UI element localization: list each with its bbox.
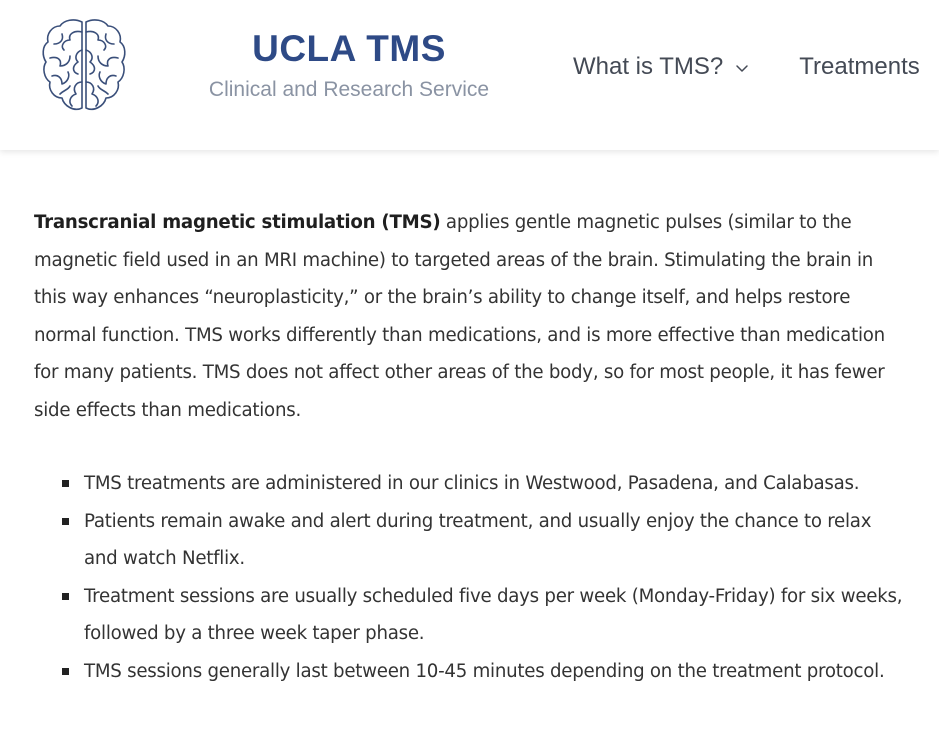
main-content xyxy=(34,204,904,690)
intro-bold-term: Transcranial magnetic stimulation (TMS) xyxy=(34,212,441,233)
list-item-text: TMS treatments are administered in our clinics in Westwood, Pasadena, and Calabasas. xyxy=(84,473,860,494)
site-brand[interactable] xyxy=(190,26,508,104)
square-bullet-icon xyxy=(62,668,69,675)
list-item-text: TMS sessions generally last between 10-45 minutes depending on the treatment protocol. xyxy=(84,660,885,682)
intro-paragraph xyxy=(34,204,904,429)
list-item xyxy=(34,653,904,691)
site-subtitle: Clinical and Research Service xyxy=(208,78,490,101)
site-header xyxy=(0,0,939,150)
list-item-text: Treatment sessions are usually scheduled five days per week (Monday-Friday) for six weeks, followed by a three week taper phase. xyxy=(84,585,903,644)
main-nav xyxy=(573,49,920,85)
square-bullet-icon xyxy=(62,480,69,487)
intro-text: applies gentle magnetic pulses (similar to the magnetic field used in an MRI machine) to targeted areas of the brain. Stimulating the brain in this way enhances “neuroplasticity,” or the brain’s ability to change itself, and helps restore normal function. TMS works differently than medications, and is more effective than medication for many patients. TMS does not affect other areas of the body, so for most people, it has fewer side effects than medications. xyxy=(34,212,885,421)
info-bullet-list xyxy=(34,465,904,690)
brain-icon[interactable] xyxy=(40,16,128,116)
list-item xyxy=(34,465,904,503)
list-item xyxy=(34,578,904,653)
square-bullet-icon xyxy=(62,518,69,525)
nav-item-label[interactable]: Treatments xyxy=(799,53,920,80)
square-bullet-icon xyxy=(62,593,69,600)
nav-item-label[interactable]: What is TMS? xyxy=(573,53,724,80)
list-item xyxy=(34,503,904,578)
site-title[interactable]: UCLA TMS xyxy=(252,28,446,69)
nav-item-treatments[interactable] xyxy=(799,53,919,81)
chevron-down-icon[interactable] xyxy=(735,63,749,73)
nav-item-what-is-tms[interactable] xyxy=(573,53,749,81)
list-item-text: Patients remain awake and alert during treatment, and usually enjoy the chance to relax and watch Netflix. xyxy=(84,510,872,569)
